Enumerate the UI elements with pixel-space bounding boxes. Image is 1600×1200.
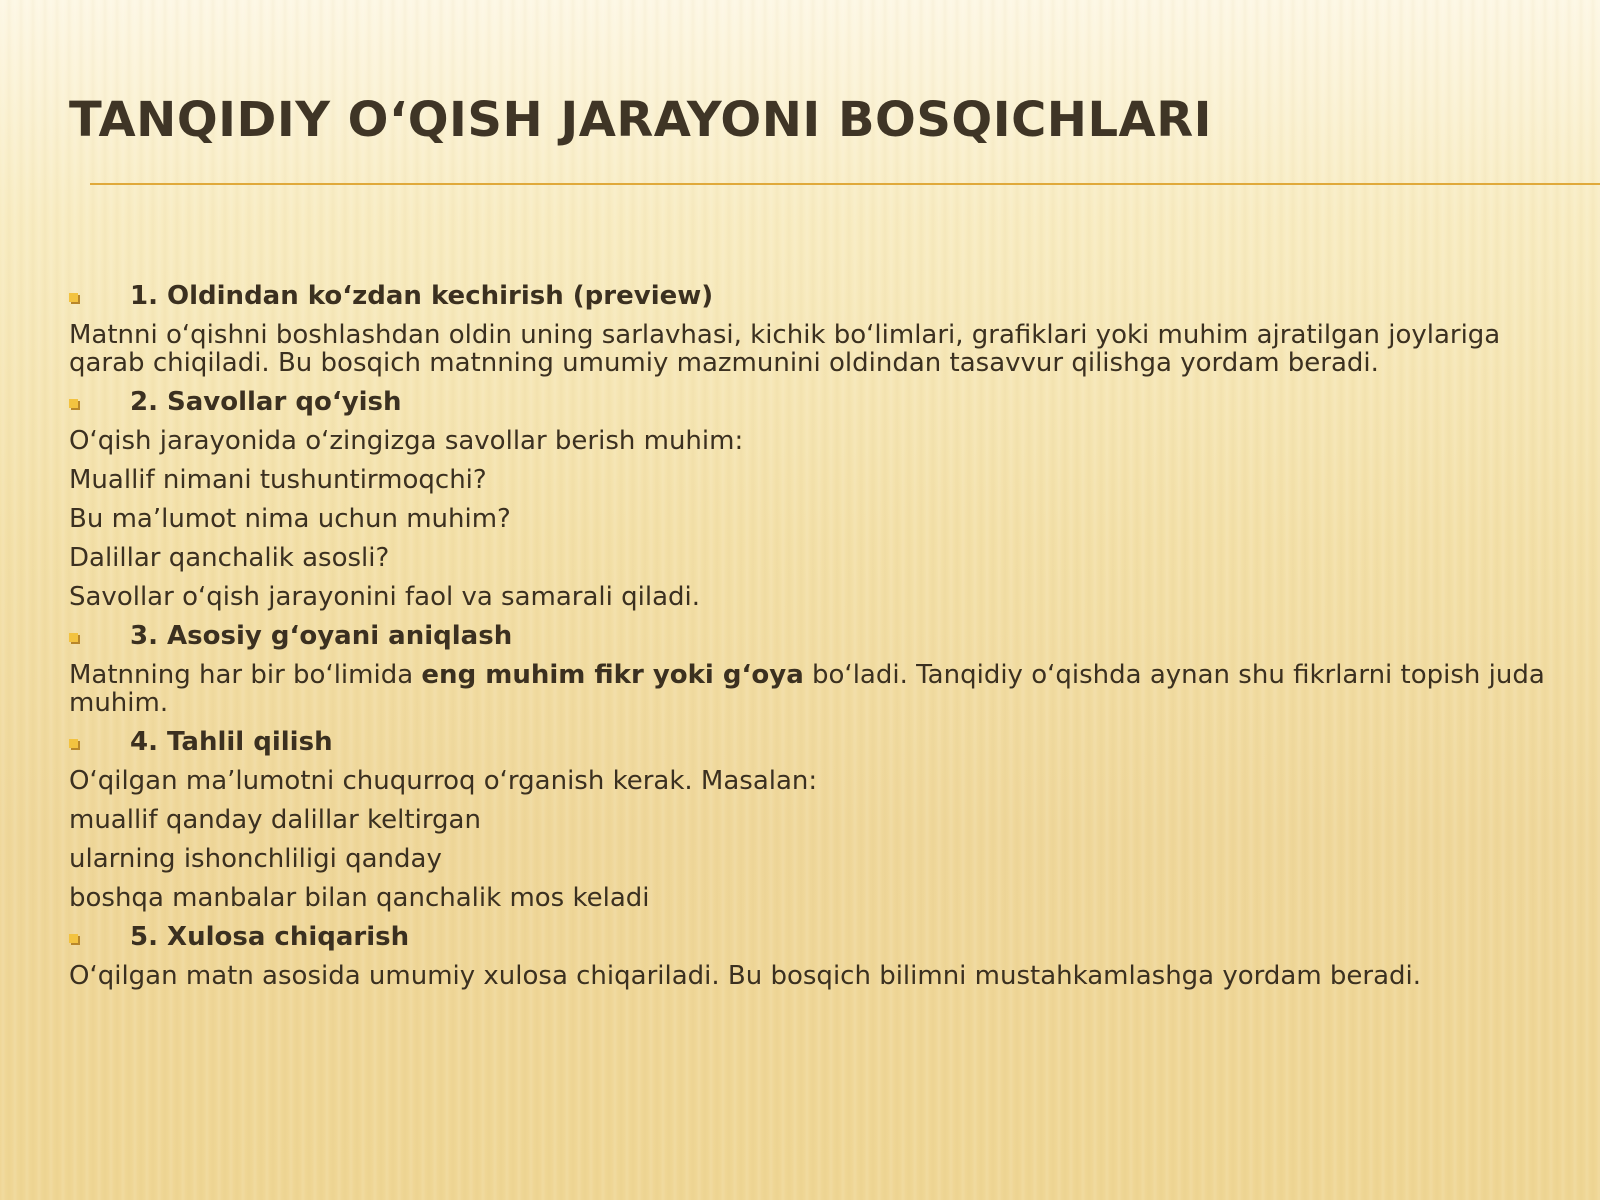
section-paragraph: O‘qish jarayonida o‘zingizga savollar berish muhim:	[69, 426, 744, 456]
square-bullet-icon	[69, 739, 78, 748]
question-line: Bu ma’lumot nima uchun muhim?	[69, 504, 511, 534]
section-heading-text: 5. Xulosa chiqarish	[130, 922, 410, 952]
square-bullet-icon	[69, 934, 78, 943]
title-underline	[90, 183, 1600, 185]
paragraph-text: bo‘ladi. Tanqidiy o‘qishda aynan shu fikrlarni topish juda muhim.	[69, 660, 1545, 718]
section-heading-analysis	[69, 723, 1549, 762]
section-paragraph: O‘qilgan ma’lumotni chuqurroq o‘rganish kerak. Masalan:	[69, 766, 818, 796]
square-bullet-icon	[69, 293, 78, 302]
analysis-point: muallif qanday dalillar keltirgan	[69, 805, 481, 835]
section-heading-text: 2. Savollar qo‘yish	[130, 387, 402, 417]
section-heading-text: 1. Oldindan ko‘zdan kechirish (preview)	[130, 281, 714, 311]
slide-title: TANQIDIY O‘QISH JARAYONI BOSQICHLARI	[69, 92, 1213, 148]
square-bullet-icon	[69, 633, 78, 642]
question-line: Dalillar qanchalik asosli?	[69, 543, 390, 573]
slide-content	[69, 277, 1549, 996]
section-paragraph: Matnni o‘qishni boshlashdan oldin uning sarlavhasi, kichik bo‘limlari, grafiklari yoki muhim ajratilgan joylariga qarab chiqiladi. Bu bosqich matnning umumiy mazmunini oldindan tasavvur qilishga yordam beradi.	[69, 320, 1501, 378]
section-heading-questions	[69, 383, 1549, 422]
section-paragraph	[69, 656, 1549, 723]
section-heading-text: 4. Tahlil qilish	[130, 727, 333, 757]
question-line: Muallif nimani tushuntirmoqchi?	[69, 465, 487, 495]
section-paragraph: O‘qilgan matn asosida umumiy xulosa chiqariladi. Bu bosqich bilimni mustahkamlashga yordam beradi.	[69, 961, 1422, 991]
section-heading-conclusion	[69, 918, 1549, 957]
section-heading-text: 3. Asosiy g‘oyani aniqlash	[130, 621, 513, 651]
square-bullet-icon	[69, 399, 78, 408]
analysis-point: boshqa manbalar bilan qanchalik mos keladi	[69, 883, 650, 913]
emphasized-text: eng muhim fikr yoki g‘oya	[421, 660, 804, 690]
section-paragraph: Savollar o‘qish jarayonini faol va samarali qiladi.	[69, 582, 701, 612]
section-heading-main-idea	[69, 617, 1549, 656]
paragraph-text: Matnning har bir bo‘limida	[69, 660, 422, 690]
section-heading-preview	[69, 277, 1549, 316]
analysis-point: ularning ishonchliligi qanday	[69, 844, 442, 874]
